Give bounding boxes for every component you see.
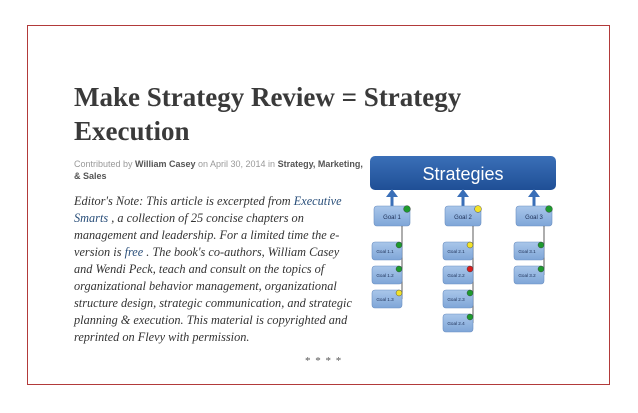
note-text-3: . The book's co-authors, William Casey and Wendi Peck, teach and consult on the topics of organizational behavior management, organizational structure design, strategic communication, and strategic planning & execution. This material is copyrighted and reprinted on Flevy with permission. — [74, 245, 352, 344]
note-text-1: Editor's Note: This article is excerpted from — [74, 194, 294, 208]
goal-label: Goal 2 — [454, 215, 472, 221]
status-indicator — [467, 266, 473, 272]
subgoal-label: Goal 2.4 — [447, 321, 465, 326]
status-indicator — [396, 290, 402, 296]
status-indicator — [396, 266, 402, 272]
author-link[interactable]: William Casey — [135, 159, 196, 169]
arrow-head-icon — [457, 189, 469, 197]
subgoal-label: Goal 1.2 — [376, 273, 394, 278]
subgoal-label: Goal 2.3 — [447, 297, 465, 302]
subgoal-label: Goal 3.1 — [518, 249, 536, 254]
arrow-head-icon — [528, 189, 540, 197]
status-indicator — [467, 242, 473, 248]
status-indicator — [538, 266, 544, 272]
arrow-head-icon — [386, 189, 398, 197]
editors-note — [74, 193, 356, 346]
subgoal-label: Goal 3.2 — [518, 273, 536, 278]
free-link[interactable]: free — [124, 245, 144, 259]
status-indicator — [475, 206, 482, 213]
status-indicator — [467, 290, 473, 296]
subgoal-label: Goal 2.2 — [447, 273, 465, 278]
meta-date: on April 30, 2014 in — [195, 159, 278, 169]
note-text-2: , a collection of 25 concise chapters on management and leadership. For a limited time the e-version is — [74, 211, 340, 259]
strategy-diagram — [366, 154, 562, 344]
subgoal-label: Goal 2.1 — [447, 249, 465, 254]
article-title: Make Strategy Review = Strategy Execution — [74, 82, 462, 146]
subgoal-label: Goal 1.1 — [376, 249, 394, 254]
strategies-header-label: Strategies — [422, 164, 504, 184]
subgoal-label: Goal 1.3 — [376, 297, 394, 302]
categories-link[interactable]: Strategy, Marketing, & Sales — [74, 159, 363, 181]
status-indicator — [538, 242, 544, 248]
status-indicator — [546, 206, 553, 213]
status-indicator — [404, 206, 411, 213]
meta-prefix: Contributed by — [74, 159, 136, 169]
section-separator: * * * * — [305, 355, 343, 367]
goal-label: Goal 1 — [383, 215, 401, 221]
goal-label: Goal 3 — [525, 215, 543, 221]
book-link[interactable]: Executive Smarts — [74, 194, 342, 225]
status-indicator — [467, 314, 473, 320]
article-meta — [74, 158, 364, 182]
status-indicator — [396, 242, 402, 248]
